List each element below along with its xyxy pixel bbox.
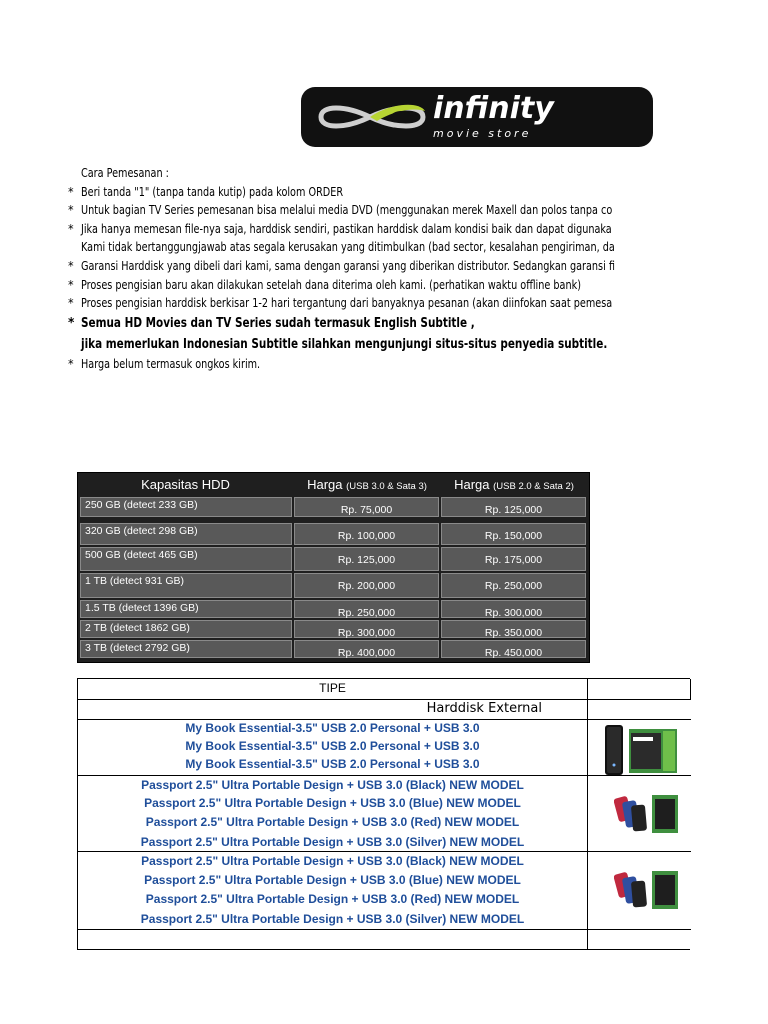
header-price-note: (USB 2.0 & Sata 2): [493, 481, 574, 492]
column-divider: [690, 679, 691, 699]
category-label: Harddisk External: [426, 701, 542, 716]
bullet: *: [68, 355, 74, 371]
product-item: Passport 2.5" Ultra Portable Design + USB 3.0 (Red) NEW MODEL: [145, 815, 520, 829]
instruction-text: Untuk bagian TV Series pemesanan bisa melalui media DVD (menggunakan merek Maxell dan polos tanpa co: [81, 202, 613, 218]
price-usb2-cell: Rp. 300,000: [441, 600, 586, 618]
product-item: My Book Essential-3.5" USB 2.0 Personal + USB 3.0: [185, 721, 480, 735]
product-item: My Book Essential-3.5" USB 2.0 Personal + USB 3.0: [185, 739, 480, 753]
product-item: Passport 2.5" Ultra Portable Design + USB 3.0 (Black) NEW MODEL: [141, 854, 524, 868]
price-usb2-cell: Rp. 175,000: [441, 547, 586, 571]
product-item: Passport 2.5" Ultra Portable Design + USB 3.0 (Silver) NEW MODEL: [140, 912, 525, 926]
wd-my-book-image: [603, 725, 683, 777]
infinity-logo: [301, 87, 653, 147]
bullet: *: [68, 295, 74, 311]
wd-passport-image: [614, 867, 684, 917]
product-item: Passport 2.5" Ultra Portable Design + USB 3.0 (Blue) NEW MODEL: [144, 873, 521, 887]
header-capacity: Kapasitas HDD: [141, 477, 230, 492]
price-usb3-cell: Rp. 100,000: [294, 523, 439, 545]
capacity-cell: 3 TB (detect 2792 GB): [80, 640, 292, 658]
capacity-cell: 1 TB (detect 931 GB): [80, 573, 292, 598]
bullet: *: [68, 276, 74, 292]
wd-passport-image: [614, 791, 684, 841]
instruction-line: [68, 257, 690, 276]
capacity-cell: 250 GB (detect 233 GB): [80, 497, 292, 517]
product-item: Passport 2.5" Ultra Portable Design + USB 3.0 (Red) NEW MODEL: [145, 892, 520, 906]
bullet: *: [68, 314, 75, 331]
header-price-usb2: [441, 473, 587, 497]
product-item: Passport 2.5" Ultra Portable Design + USB 3.0 (Blue) NEW MODEL: [144, 796, 521, 810]
price-usb3-cell: Rp. 75,000: [294, 497, 439, 517]
instruction-line: [68, 183, 690, 202]
row-divider: [78, 699, 691, 700]
price-usb2-cell: Rp. 150,000: [441, 523, 586, 545]
header-price-label: Harga: [307, 477, 343, 492]
bullet: *: [68, 220, 74, 236]
instruction-text: Beri tanda "1" (tanpa tanda kutip) pada kolom ORDER: [81, 183, 344, 199]
bullet: *: [68, 257, 74, 273]
instruction-text: Semua HD Movies dan TV Series sudah termasuk English Subtitle ,: [81, 314, 475, 331]
instruction-text: Jika hanya memesan file-nya saja, harddisk sendiri, pastikan harddisk dalam kondisi baik dan dapat digunaka: [81, 220, 612, 236]
price-usb2-cell: Rp. 450,000: [441, 640, 586, 658]
instruction-line-bold: [68, 313, 690, 334]
logo-brand-text: infinity: [433, 91, 554, 126]
capacity-cell: 1.5 TB (detect 1396 GB): [80, 600, 292, 618]
instruction-line: [68, 294, 690, 313]
instruction-text: Proses pengisian baru akan dilakukan setelah dana diterima oleh kami. (perhatikan waktu offline bank): [81, 276, 581, 292]
instruction-text: Garansi Harddisk yang dibeli dari kami, sama dengan garansi yang diberikan distributor. Sedangkan garansi fi: [81, 257, 615, 273]
capacity-cell: 320 GB (detect 298 GB): [80, 523, 292, 545]
infinity-swirl-icon: [315, 97, 430, 137]
logo-tagline: movie store: [433, 127, 532, 140]
product-item: My Book Essential-3.5" USB 2.0 Personal + USB 3.0: [185, 757, 480, 771]
instructions-title-row: [68, 164, 690, 183]
column-header-tipe: TIPE: [319, 681, 346, 695]
product-type-table: [77, 678, 690, 950]
instruction-line: [68, 355, 690, 374]
header-price-note: (USB 3.0 & Sata 3): [346, 481, 427, 492]
instruction-text: jika memerlukan Indonesian Subtitle silahkan mengunjungi situs-situs penyedia subtitle.: [81, 335, 608, 352]
instruction-line-bold: [68, 334, 690, 355]
instruction-line: [68, 276, 690, 295]
instruction-text: Proses pengisian harddisk berkisar 1-2 hari tergantung dari banyaknya pesanan (akan diinfokan saat pemesa: [81, 295, 613, 311]
product-item: Passport 2.5" Ultra Portable Design + USB 3.0 (Silver) NEW MODEL: [140, 835, 525, 849]
instruction-line: [68, 238, 690, 257]
price-usb2-cell: Rp. 350,000: [441, 620, 586, 638]
order-instructions: [68, 164, 690, 373]
header-price-label: Harga: [454, 477, 490, 492]
instruction-line: [68, 220, 690, 239]
price-usb2-cell: Rp. 125,000: [441, 497, 586, 517]
instruction-text: Kami tidak bertanggungjawab atas segala kerusakan yang ditimbulkan (bad sector, kesalahan pengiriman, da: [81, 239, 615, 255]
instruction-line: [68, 201, 690, 220]
price-usb2-cell: Rp. 250,000: [441, 573, 586, 598]
bullet: *: [68, 183, 74, 199]
instruction-text: Harga belum termasuk ongkos kirim.: [81, 355, 261, 371]
price-usb3-cell: Rp. 125,000: [294, 547, 439, 571]
price-usb3-cell: Rp. 400,000: [294, 640, 439, 658]
bullet: *: [68, 202, 74, 218]
capacity-cell: 2 TB (detect 1862 GB): [80, 620, 292, 638]
row-divider: [78, 929, 691, 930]
capacity-cell: 500 GB (detect 465 GB): [80, 547, 292, 571]
price-usb3-cell: Rp. 200,000: [294, 573, 439, 598]
instructions-title: Cara Pemesanan :: [81, 165, 169, 180]
header-price-usb3: [294, 473, 440, 497]
price-usb3-cell: Rp. 250,000: [294, 600, 439, 618]
product-item: Passport 2.5" Ultra Portable Design + USB 3.0 (Black) NEW MODEL: [141, 778, 524, 792]
hdd-price-table: [77, 472, 590, 663]
price-usb3-cell: Rp. 300,000: [294, 620, 439, 638]
